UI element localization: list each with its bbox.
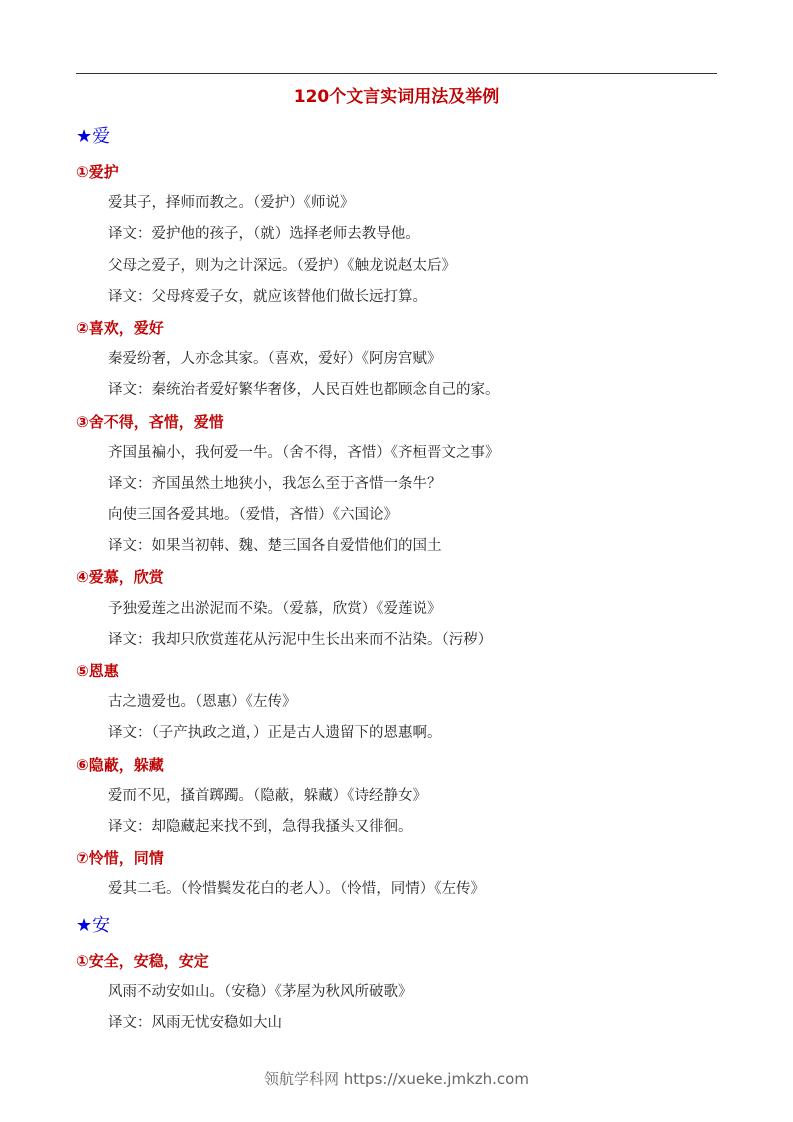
example-line: 向使三国各爱其地。（爱惜，吝惜）《六国论》 [108,507,398,524]
example-line: 译文：如果当初韩、魏、楚三国各自爱惜他们的国土 [108,538,442,555]
meaning-heading: ⑦怜惜，同情 [76,849,164,868]
example-line: 予独爱莲之出淤泥而不染。（爱慕，欣赏）《爱莲说》 [108,600,442,617]
example-line: 译文：齐国虽然土地狭小，我怎么至于吝惜一条牛？ [108,475,442,492]
example-line: 齐国虽褊小，我何爱一牛。（舍不得，吝惜）《齐桓晋文之事》 [108,444,500,461]
meaning-heading: ④爱慕，欣赏 [76,568,164,587]
example-line: 译文：却隐藏起来找不到，急得我搔头又徘徊。 [108,818,413,835]
meaning-heading: ①安全，安稳，安定 [76,951,209,970]
example-line: 译文：爱护他的孩子，（就）选择老师去教导他。 [108,226,420,243]
meaning-heading: ①爱护 [76,163,119,181]
example-line: 译文：（子产执政之道，）正是古人遗留下的恩惠啊。 [108,725,442,742]
example-line: 译文：我却只欣赏莲花从污泥中生长出来而不沾染。（污秽） [108,631,493,648]
example-line: 爱而不见，搔首踯躅。（隐蔽，躲藏）《诗经静女》 [108,787,427,804]
example-line: 译文：父母疼爱子女，就应该替他们做长远打算。 [108,288,427,305]
document-body [0,77,793,1039]
word-heading: ★安 [76,914,111,936]
example-line: 爱其二毛。（怜惜鬓发花白的老人）。（怜惜，同情）《左传》 [108,881,485,898]
footer-watermark: 领航学科网 https://xueke.jmkzh.com [264,1070,529,1088]
example-line: 译文：风雨无忧安稳如大山 [108,1014,282,1031]
example-line: 秦爱纷奢，人亦念其家。（喜欢，爱好）《阿房宫赋》 [108,351,442,368]
meaning-heading: ③舍不得，吝惜，爱惜 [76,412,224,431]
example-line: 爱其子，择师而教之。（爱护）《师说》 [108,195,355,212]
meaning-heading: ⑤恩惠 [76,662,119,680]
example-line: 风雨不动安如山。（安稳）《茅屋为秋风所破歌》 [108,983,413,1000]
word-heading: ★爱 [76,126,111,147]
meaning-heading: ②喜欢，爱好 [76,318,164,337]
example-line: 译文：秦统治者爱好繁华奢侈，人民百姓也都顾念自己的家。 [108,382,500,399]
header-rule [76,73,717,74]
page-title: 120个文言实词用法及举例 [293,87,500,107]
example-line: 古之遗爱也。（恩惠）《左传》 [108,694,297,711]
meaning-heading: ⑥隐蔽，躲藏 [76,755,164,774]
example-line: 父母之爱子，则为之计深远。（爱护）《触龙说赵太后》 [108,257,456,274]
